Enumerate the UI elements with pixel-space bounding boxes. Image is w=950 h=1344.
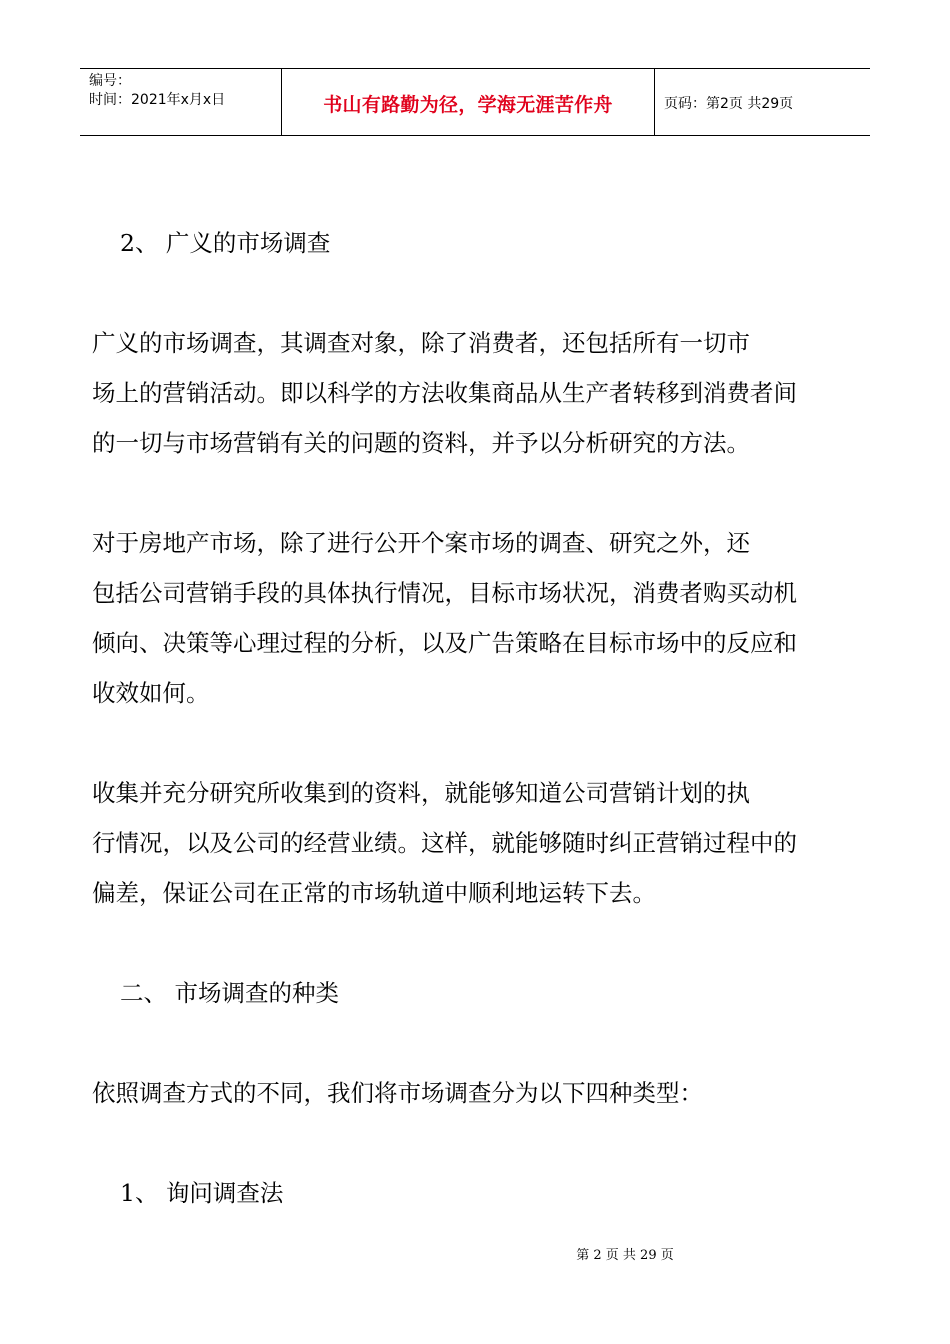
footer-page-number: 第 2 页 共 29 页 — [576, 1248, 674, 1263]
section-heading-types: 二、 市场调查的种类 — [120, 979, 339, 1007]
header-page-info: 页码：第2页 共29页 — [664, 96, 794, 112]
document-date: 时间：2021年x月x日 — [89, 92, 226, 108]
header-meta-cell — [80, 69, 282, 135]
header-motto-cell — [282, 69, 655, 135]
paragraph-collect-data: 收集并充分研究所收集到的资料，就能够知道公司营销计划的执 行情况，以及公司的经营业绩。这样，就能够随时纠正营销过程中的 偏差，保证公司在正常的市场轨道中顺利地运转下去。 — [92, 779, 797, 907]
paragraph-four-types: 依照调查方式的不同，我们将市场调查分为以下四种类型： — [92, 1079, 703, 1107]
page-footer — [0, 1244, 950, 1263]
paragraph-broad-definition: 广义的市场调查，其调查对象，除了消费者，还包括所有一切市 场上的营销活动。即以科学的方法收集商品从生产者转移到消费者间 的一切与市场营销有关的问题的资料，并予以分析研究的方法。 — [92, 329, 797, 457]
paragraph-real-estate: 对于房地产市场，除了进行公开个案市场的调查、研究之外，还 包括公司营销手段的具体执行情况，目标市场状况，消费者购买动机 倾向、决策等心理过程的分析，以及广告策略在目标市场中的反应和 收效如何。 — [92, 529, 797, 707]
header-page-cell — [655, 69, 870, 135]
header-table — [80, 68, 870, 136]
heading-broad-market-research: 2、 广义的市场调查 — [120, 229, 331, 257]
header-motto: 书山有路勤为径，学海无涯苦作舟 — [323, 93, 613, 116]
document-number-label: 编号： — [89, 73, 131, 89]
heading-inquiry-method: 1、 询问调查法 — [120, 1179, 284, 1207]
